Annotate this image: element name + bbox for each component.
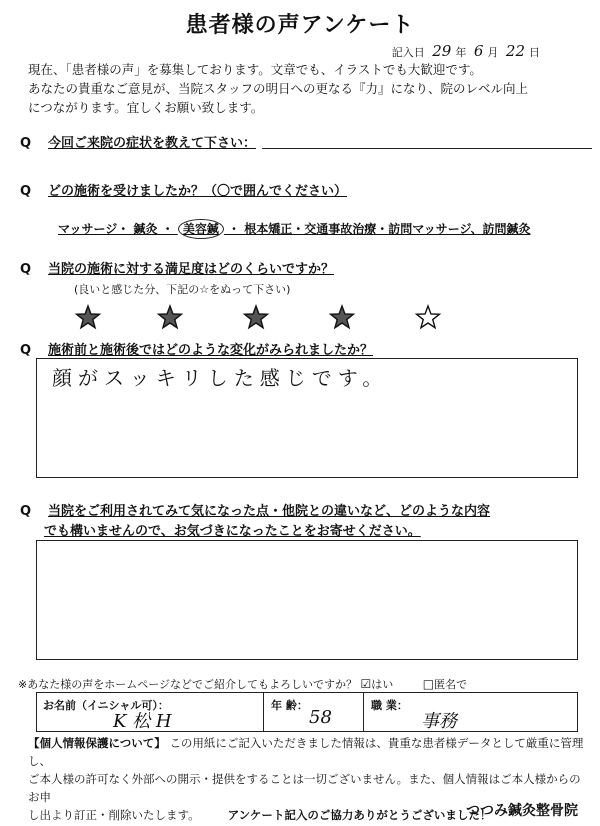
thanks-text: アンケート記入のご協力ありがとうございました！ (227, 808, 492, 822)
date-month-unit: 月 (487, 46, 499, 59)
intro-line: あなたの貴重なご意見が、当院スタッフの明日への更なる『力』になり、院のレベル向上 (28, 81, 529, 96)
q-mark: Q (20, 343, 32, 358)
age-label: 年 齢： (271, 699, 308, 712)
question-text: 施術前と施術後ではどのような変化がみられましたか？ (48, 343, 374, 358)
page-title: 患者様の声アンケート (185, 13, 415, 38)
intro-line: 現在、「患者様の声」を募集しております。文章でも、イラストでも大歓迎です。 (28, 62, 482, 77)
question-symptoms (20, 132, 256, 151)
q-mark: Q (20, 262, 32, 277)
question-treatment (20, 180, 347, 199)
consent-question: ※あなた様の声をホームページなどでご紹介してもよろしいですか？ (18, 678, 357, 691)
q-mark: Q (20, 184, 32, 199)
date-month: 6 (473, 42, 484, 60)
intro-line: につながります。宜しくお願い致します。 (28, 100, 264, 115)
feedback-answer-box[interactable] (36, 540, 578, 660)
treatment-option-selected[interactable]: 美容鍼 (178, 219, 224, 239)
treatment-option[interactable]: ・ 根本矯正・交通事故治療・訪問マッサージ、訪問鍼灸 (228, 222, 531, 236)
date-year-unit: 年 (455, 46, 467, 59)
q-mark: Q (20, 504, 32, 519)
question-text: 今回ご来院の症状を教えて下さい： (48, 136, 257, 151)
treatment-option[interactable]: マッサージ・ 鍼灸 ・ (58, 222, 174, 236)
star-filled-icon[interactable] (77, 306, 100, 328)
name-label: お名前（イニシャル可）： (43, 699, 169, 712)
date-prefix: 記入日 (391, 46, 425, 59)
question-text: どの施術を受けましたか？（〇で囲んでください） (48, 184, 348, 199)
treatment-options (58, 220, 531, 237)
question-text: 当院の施術に対する満足度はどのくらいですか？ (48, 262, 335, 277)
satisfaction-stars (0, 300, 600, 340)
personal-info-row (36, 692, 578, 732)
date-year: 29 (432, 42, 452, 60)
check-icon[interactable]: ☑ (360, 677, 372, 691)
star-filled-icon[interactable] (159, 306, 182, 328)
privacy-line: し出より訂正・削除いたします。 (28, 808, 200, 822)
date-row (392, 42, 540, 60)
symptoms-answer-line[interactable] (262, 148, 592, 149)
name-value[interactable]: K 松 H (113, 711, 172, 732)
age-value[interactable]: 58 (309, 707, 332, 728)
date-day-unit: 日 (529, 46, 540, 59)
privacy-line: この用紙にご記入いただきました情報は、貴重な患者様データとして厳重に管理し、 (28, 736, 584, 768)
divider (363, 693, 364, 731)
question-satisfaction (20, 258, 334, 277)
satisfaction-note: (良いと感じた分、下記の☆をぬって下さい) (74, 283, 291, 296)
star-filled-icon[interactable] (245, 306, 268, 328)
star-filled-icon[interactable] (331, 306, 354, 328)
consent-row (18, 676, 467, 692)
star-empty-icon[interactable] (417, 306, 440, 328)
date-day: 22 (505, 42, 525, 60)
checkbox-icon[interactable]: □ (422, 677, 435, 691)
question-change (20, 339, 373, 358)
question-text: 当院をご利用されてみて気になった点・他院との違いなど、どのような内容 (48, 504, 491, 519)
question-feedback-line2: でも構いませんので、お気づきになったことをお寄せください。 (44, 524, 421, 539)
job-label: 職 業： (371, 699, 408, 712)
consent-anon-label: 匿名で (434, 678, 468, 691)
divider (263, 693, 264, 731)
question-feedback (20, 500, 490, 519)
consent-yes-label: はい (371, 678, 394, 691)
change-answer-text: 顔がスッキリした感じです。 (52, 366, 389, 390)
privacy-line: ご本人様の許可なく外部への開示・提供をすることは一切ございません。また、個人情報はご本人様からのお申 (28, 772, 581, 804)
intro-text (28, 60, 568, 117)
clinic-name: つつみ鍼灸整骨院 (466, 803, 578, 819)
job-value[interactable]: 事務 (421, 711, 457, 732)
q-mark: Q (20, 136, 32, 151)
privacy-heading: 【個人情報保護について】 (28, 736, 166, 750)
